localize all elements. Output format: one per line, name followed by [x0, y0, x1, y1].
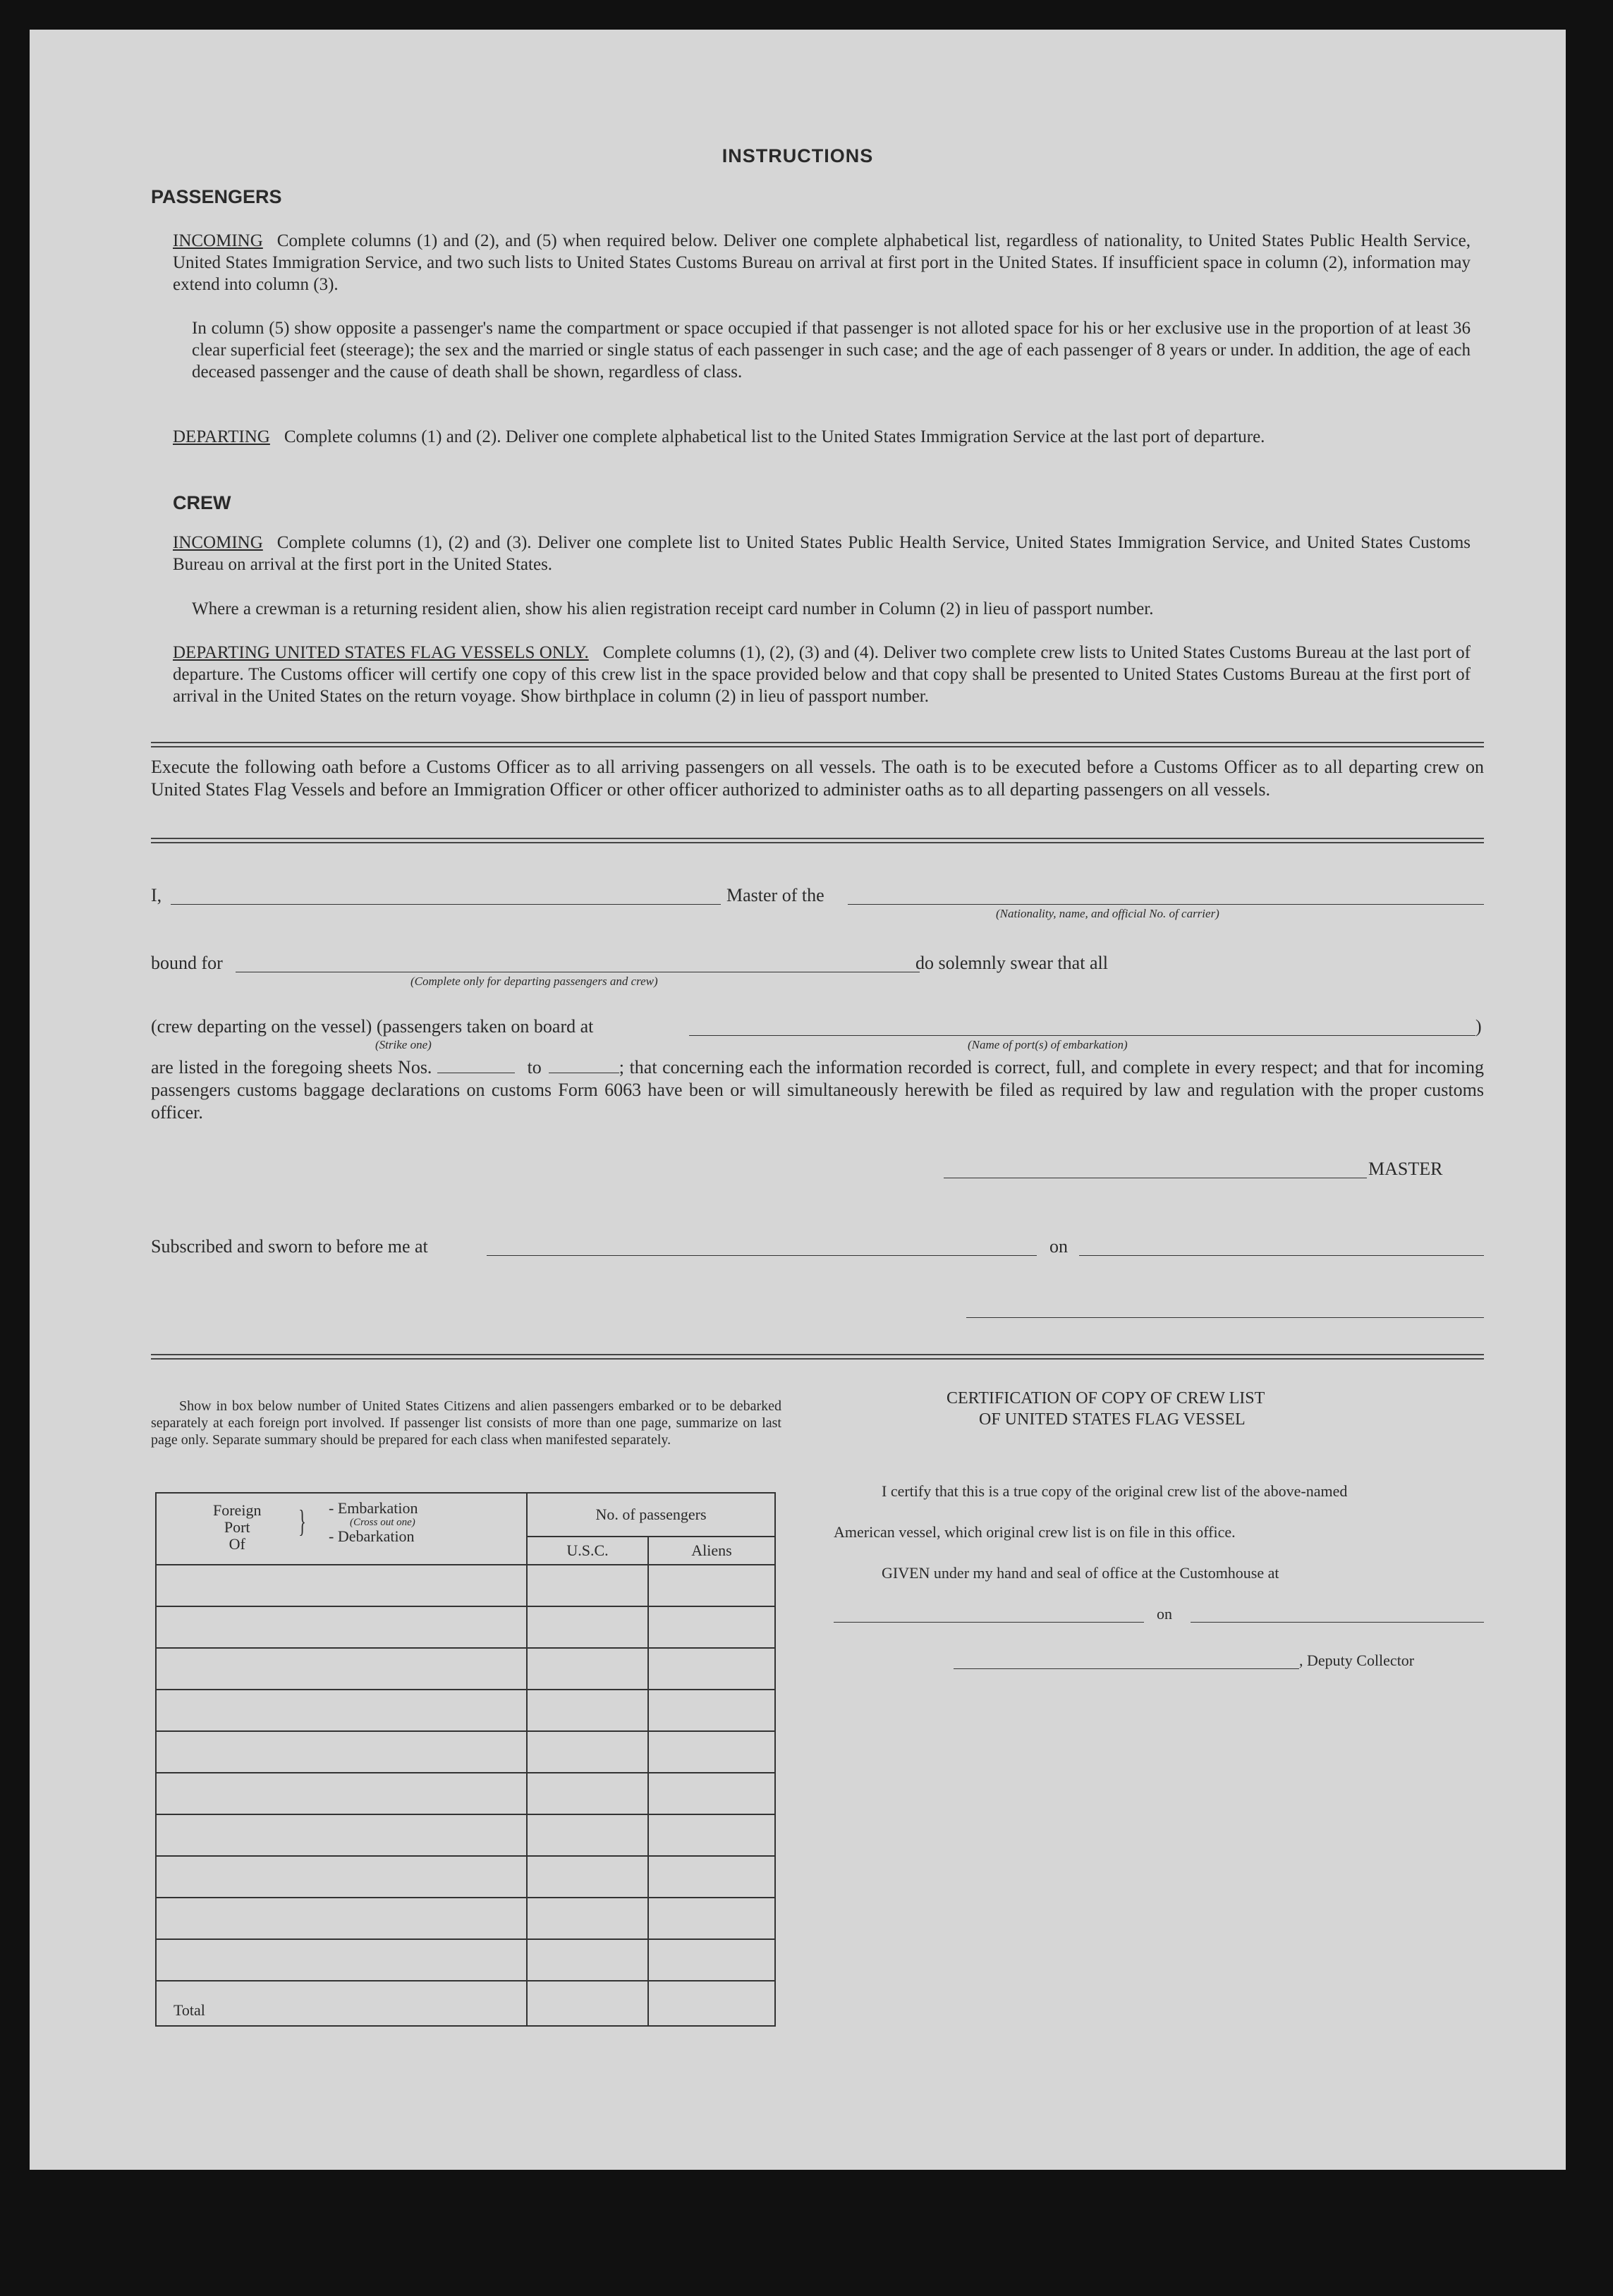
cross-out-one-caption: (Cross out one): [350, 1517, 415, 1528]
double-rule: [151, 742, 1484, 747]
passengers-col5-paragraph: In column (5) show opposite a passenger's name the compartment or space occupied if that passenger is not alloted space for his or her exclusive use in the proportion of at least 36 clear superficial feet (steerage); the sex and the married or single status of each passenger in such case; and the age of each passenger of 8 years or under. In addition, the age of each deceased passenger and the cause of death shall be shown, regardless of class.: [192, 319, 1471, 381]
subscribed-date-line[interactable]: [1079, 1255, 1484, 1256]
sheet-to-field[interactable]: [549, 1057, 619, 1073]
usc-cell[interactable]: [527, 1814, 648, 1856]
aliens-cell[interactable]: [648, 1648, 775, 1690]
port-header-cell: [156, 1493, 527, 1565]
instructions-title: INSTRUCTIONS: [722, 145, 874, 166]
total-usc-cell[interactable]: [527, 1981, 648, 2026]
port-cell[interactable]: [156, 1690, 527, 1731]
sheet-from-field[interactable]: [437, 1057, 515, 1073]
passengers-incoming-paragraph: [173, 230, 1471, 295]
bound-for-label: bound for: [151, 953, 223, 973]
brace-icon: }: [298, 1504, 306, 1539]
crew-resident-paragraph: Where a crewman is a returning resident alien, show his alien registration receipt card number in Column (2) in lieu of passport number.: [192, 599, 1154, 618]
close-paren: ): [1475, 1016, 1482, 1037]
crew-departing-text: (crew departing on the vessel) (passengers taken on board at: [151, 1016, 594, 1037]
double-rule: [151, 1354, 1484, 1360]
port-cell[interactable]: [156, 1648, 527, 1690]
crew-incoming-lead: INCOMING: [173, 533, 263, 552]
carrier-line[interactable]: [848, 904, 1484, 905]
aliens-cell[interactable]: [648, 1939, 775, 1981]
subscribed-on-label: on: [1049, 1236, 1068, 1257]
usc-cell[interactable]: [527, 1565, 648, 1606]
master-of-the-label: Master of the: [726, 885, 824, 905]
to-label: to: [527, 1057, 542, 1077]
oath-execute-text: Execute the following oath before a Customs Officer as to all arriving passengers on all vessels. The oath is to be executed before a Customs Officer as to all departing crew on United States Flag Vessels and before an Immigration Officer or other officer authorized to administer oaths as to all departing passengers on all vessels.: [151, 757, 1484, 800]
total-label: Total: [156, 1981, 527, 2026]
master-name-line[interactable]: [171, 904, 721, 905]
passengers-incoming-lead: INCOMING: [173, 231, 263, 250]
do-solemnly-text: do solemnly swear that all: [915, 953, 1108, 973]
aliens-cell[interactable]: [648, 1690, 775, 1731]
form-sheet: [30, 30, 1566, 2170]
port-cell[interactable]: [156, 1856, 527, 1898]
passengers-incoming-text: Complete columns (1) and (2), and (5) when required below. Deliver one complete alphabetical list, regardless of nationality, to United States Public Health Service, United States Immigration Service, and two such lists to United States Customs Bureau on arrival at first port in the United States. If insufficient space in column (2), information may extend into column (3).: [173, 231, 1471, 294]
foreign-label: Foreign: [213, 1501, 262, 1519]
deputy-collector-signature-line[interactable]: [954, 1668, 1299, 1669]
port-cell[interactable]: [156, 1898, 527, 1939]
certify-line2: American vessel, which original crew list is on file in this office.: [834, 1523, 1236, 1541]
port-cell[interactable]: [156, 1731, 527, 1773]
passengers-departing-lead: DEPARTING: [173, 427, 270, 446]
passengers-departing-paragraph: [173, 426, 1471, 448]
aliens-cell[interactable]: [648, 1606, 775, 1648]
port-cell[interactable]: [156, 1939, 527, 1981]
usc-header: U.S.C.: [527, 1537, 648, 1565]
crew-incoming-text: Complete columns (1), (2) and (3). Deliver one complete list to United States Public Health Service, United States Immigration Service, and United States Customs Bureau on arrival at the first port in the United States.: [173, 533, 1471, 574]
officer-signature-line[interactable]: [966, 1317, 1484, 1318]
certification-date-line[interactable]: [1191, 1622, 1484, 1623]
subscribed-place-line[interactable]: [487, 1255, 1037, 1256]
ports-line[interactable]: [689, 1035, 1475, 1036]
aliens-cell[interactable]: [648, 1898, 775, 1939]
complete-only-caption: (Complete only for departing passengers and crew): [410, 975, 658, 988]
port-label: Port: [224, 1518, 250, 1536]
nationality-caption: (Nationality, name, and official No. of carrier): [996, 907, 1219, 920]
ports-caption: (Name of port(s) of embarkation): [968, 1038, 1128, 1051]
crew-heading: CREW: [173, 492, 231, 513]
oath-i-label: I,: [151, 885, 162, 905]
summary-note: Show in box below number of United States Citizens and alien passengers embarked or to be debarked separately at each foreign port involved. If passenger list consists of more than one page, summarize on last page only. Separate summary should be prepared for each class when manifested separately.: [151, 1398, 781, 1448]
aliens-cell[interactable]: [648, 1731, 775, 1773]
usc-cell[interactable]: [527, 1856, 648, 1898]
crew-departing-lead: DEPARTING UNITED STATES FLAG VESSELS ONLY.: [173, 643, 589, 662]
passengers-departing-text: Complete columns (1) and (2). Deliver one complete alphabetical list to the United States Immigration Service at the last port of departure.: [284, 427, 1265, 446]
usc-cell[interactable]: [527, 1606, 648, 1648]
concerning-text: ; that concerning each the information recorded is correct, full, and complete in every respect; and that for incoming passengers customs baggage declarations on customs Form 6063 have been or will simultaneously herewith be filed as required by law and regulation with the proper customs officer.: [151, 1057, 1484, 1123]
foreign-port-of-label: [213, 1502, 261, 1553]
usc-cell[interactable]: [527, 1731, 648, 1773]
certification-title-line2: OF UNITED STATES FLAG VESSEL: [979, 1410, 1246, 1429]
subscribed-label: Subscribed and sworn to before me at: [151, 1236, 428, 1257]
summary-table: [155, 1492, 776, 2027]
aliens-cell[interactable]: [648, 1565, 775, 1606]
usc-cell[interactable]: [527, 1648, 648, 1690]
crew-departing-text: Complete columns (1), (2), (3) and (4). Deliver two complete crew lists to United States Customs Bureau at the last port of departure. The Customs officer will certify one copy of this crew list in the space provided below and that copy shall be presented to United States Customs Bureau at the first port of arrival in the United States on the return voyage. Show birthplace in column (2) in lieu of passport number.: [173, 643, 1471, 706]
are-listed-paragraph: [151, 1056, 1484, 1124]
strike-one-caption: (Strike one): [375, 1038, 432, 1051]
port-cell[interactable]: [156, 1814, 527, 1856]
certification-title-line1: CERTIFICATION OF COPY OF CREW LIST: [947, 1389, 1265, 1407]
usc-cell[interactable]: [527, 1690, 648, 1731]
double-rule: [151, 838, 1484, 843]
passengers-heading: PASSENGERS: [151, 186, 282, 207]
debarkation-label[interactable]: - Debarkation: [329, 1527, 415, 1545]
embark-debark-labels: [329, 1501, 418, 1544]
crew-departing-paragraph: [173, 642, 1471, 707]
total-aliens-cell[interactable]: [648, 1981, 775, 2026]
of-label: Of: [229, 1535, 245, 1553]
port-cell[interactable]: [156, 1773, 527, 1814]
aliens-cell[interactable]: [648, 1773, 775, 1814]
no-of-passengers-header: No. of passengers: [527, 1493, 775, 1537]
certify-line1: I certify that this is a true copy of the original crew list of the above-named: [882, 1482, 1348, 1500]
aliens-header: Aliens: [648, 1537, 775, 1565]
usc-cell[interactable]: [527, 1773, 648, 1814]
given-text: GIVEN under my hand and seal of office at the Customhouse at: [882, 1564, 1279, 1582]
deputy-collector-label: , Deputy Collector: [1299, 1651, 1415, 1669]
certification-on-label: on: [1157, 1605, 1172, 1623]
port-cell[interactable]: [156, 1606, 527, 1648]
port-cell[interactable]: [156, 1565, 527, 1606]
usc-cell[interactable]: [527, 1898, 648, 1939]
master-label: MASTER: [1368, 1159, 1443, 1179]
aliens-cell[interactable]: [648, 1814, 775, 1856]
usc-cell[interactable]: [527, 1939, 648, 1981]
embarkation-label[interactable]: - Embarkation: [329, 1499, 418, 1517]
are-listed-label: are listed in the foregoing sheets Nos.: [151, 1057, 432, 1077]
customhouse-line[interactable]: [834, 1622, 1144, 1623]
aliens-cell[interactable]: [648, 1856, 775, 1898]
crew-incoming-paragraph: [173, 532, 1471, 575]
